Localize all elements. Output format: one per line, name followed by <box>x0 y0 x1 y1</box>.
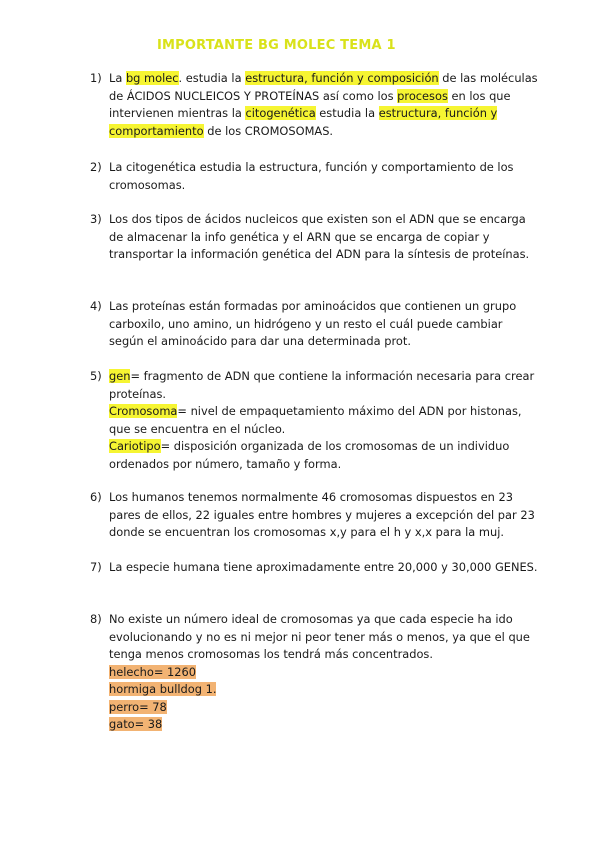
item-text: Los humanos tenemos normalmente 46 cromosomas dispuestos en 23 pares de ellos, 22 iguales entre hombres y mujeres a excepción del par 23 donde se encuentran los cromosomas x,y para el h y x,x para la muj. <box>109 490 535 539</box>
definition-cariotipo: Cariotipo= disposición organizada de los cromosomas de un individuo ordenados por número, tamaño y forma. <box>109 439 510 471</box>
item-number: 7) <box>90 560 102 574</box>
highlight-term: bg molec <box>125 71 179 85</box>
highlight-term: Cariotipo <box>109 439 161 453</box>
item-number: 1) <box>90 71 102 85</box>
list-item-1 <box>90 70 540 140</box>
definition-gen: gen= fragmento de ADN que contiene la información necesaria para crear proteínas. <box>109 369 535 401</box>
highlight-term: gen <box>109 369 131 383</box>
item-text: La especie humana tiene aproximadamente entre 20,000 y 30,000 GENES. <box>109 560 538 574</box>
list-item-4 <box>90 298 540 351</box>
list-item-5 <box>90 368 540 473</box>
example-hormiga: hormiga bulldog 1. <box>109 682 217 696</box>
page-title: IMPORTANTE BG MOLEC TEMA 1 <box>157 38 396 53</box>
item-number: 3) <box>90 212 102 226</box>
item-text: La bg molec. estudia la estructura, función y composición de las moléculas de ÁCIDOS NUCLEICOS Y PROTEÍNAS así como los procesos en los que intervienen mientras la citogenética estudia la estructura, función y comportamiento de los CROMOSOMAS. <box>109 71 538 138</box>
list-item-6 <box>90 489 540 542</box>
item-text: Las proteínas están formadas por aminoácidos que contienen un grupo carboxilo, uno amino, un hidrógeno y un resto el cuál puede cambiar según el aminoácido para dar una determinada prot. <box>109 299 517 348</box>
highlight-term: estructura, función y composición <box>245 71 439 85</box>
highlight-term: procesos <box>397 88 448 103</box>
list-item-2 <box>90 159 540 194</box>
item-number: 5) <box>90 369 102 383</box>
item-number: 4) <box>90 299 102 313</box>
example-helecho: helecho= 1260 <box>109 664 197 679</box>
item-text: No existe un número ideal de cromosomas ya que cada especie ha ido evolucionando y no es ni mejor ni peor tener más o menos, ya que el que tenga menos cromosomas los tendrá más concentrados. helecho= 1260 hormiga bulldog 1. perro= 78 gato= 38 <box>109 612 530 731</box>
item-number: 8) <box>90 612 102 626</box>
item-text: La citogenética estudia la estructura, función y comportamiento de los cromosomas. <box>109 160 514 192</box>
list-item-7 <box>90 559 540 577</box>
highlight-term: citogenética <box>245 106 316 120</box>
item-number: 2) <box>90 160 102 174</box>
list-item-3 <box>90 211 540 264</box>
item-text: Los dos tipos de ácidos nucleicos que existen son el ADN que se encarga de almacenar la info genética y el ARN que se encarga de copiar y transportar la información genética del ADN para la síntesis de proteínas. <box>109 212 530 261</box>
list-item-8 <box>90 611 540 734</box>
definition-cromosoma: Cromosoma= nivel de empaquetamiento máximo del ADN por histonas, que se encuentra en el núcleo. <box>109 404 522 436</box>
item-text <box>109 368 540 473</box>
example-perro: perro= 78 <box>109 699 167 714</box>
highlight-term: estructura, función y comportamiento <box>109 106 498 138</box>
item-number: 6) <box>90 490 102 504</box>
example-gato: gato= 38 <box>109 717 163 731</box>
highlight-term: Cromosoma <box>109 404 178 418</box>
